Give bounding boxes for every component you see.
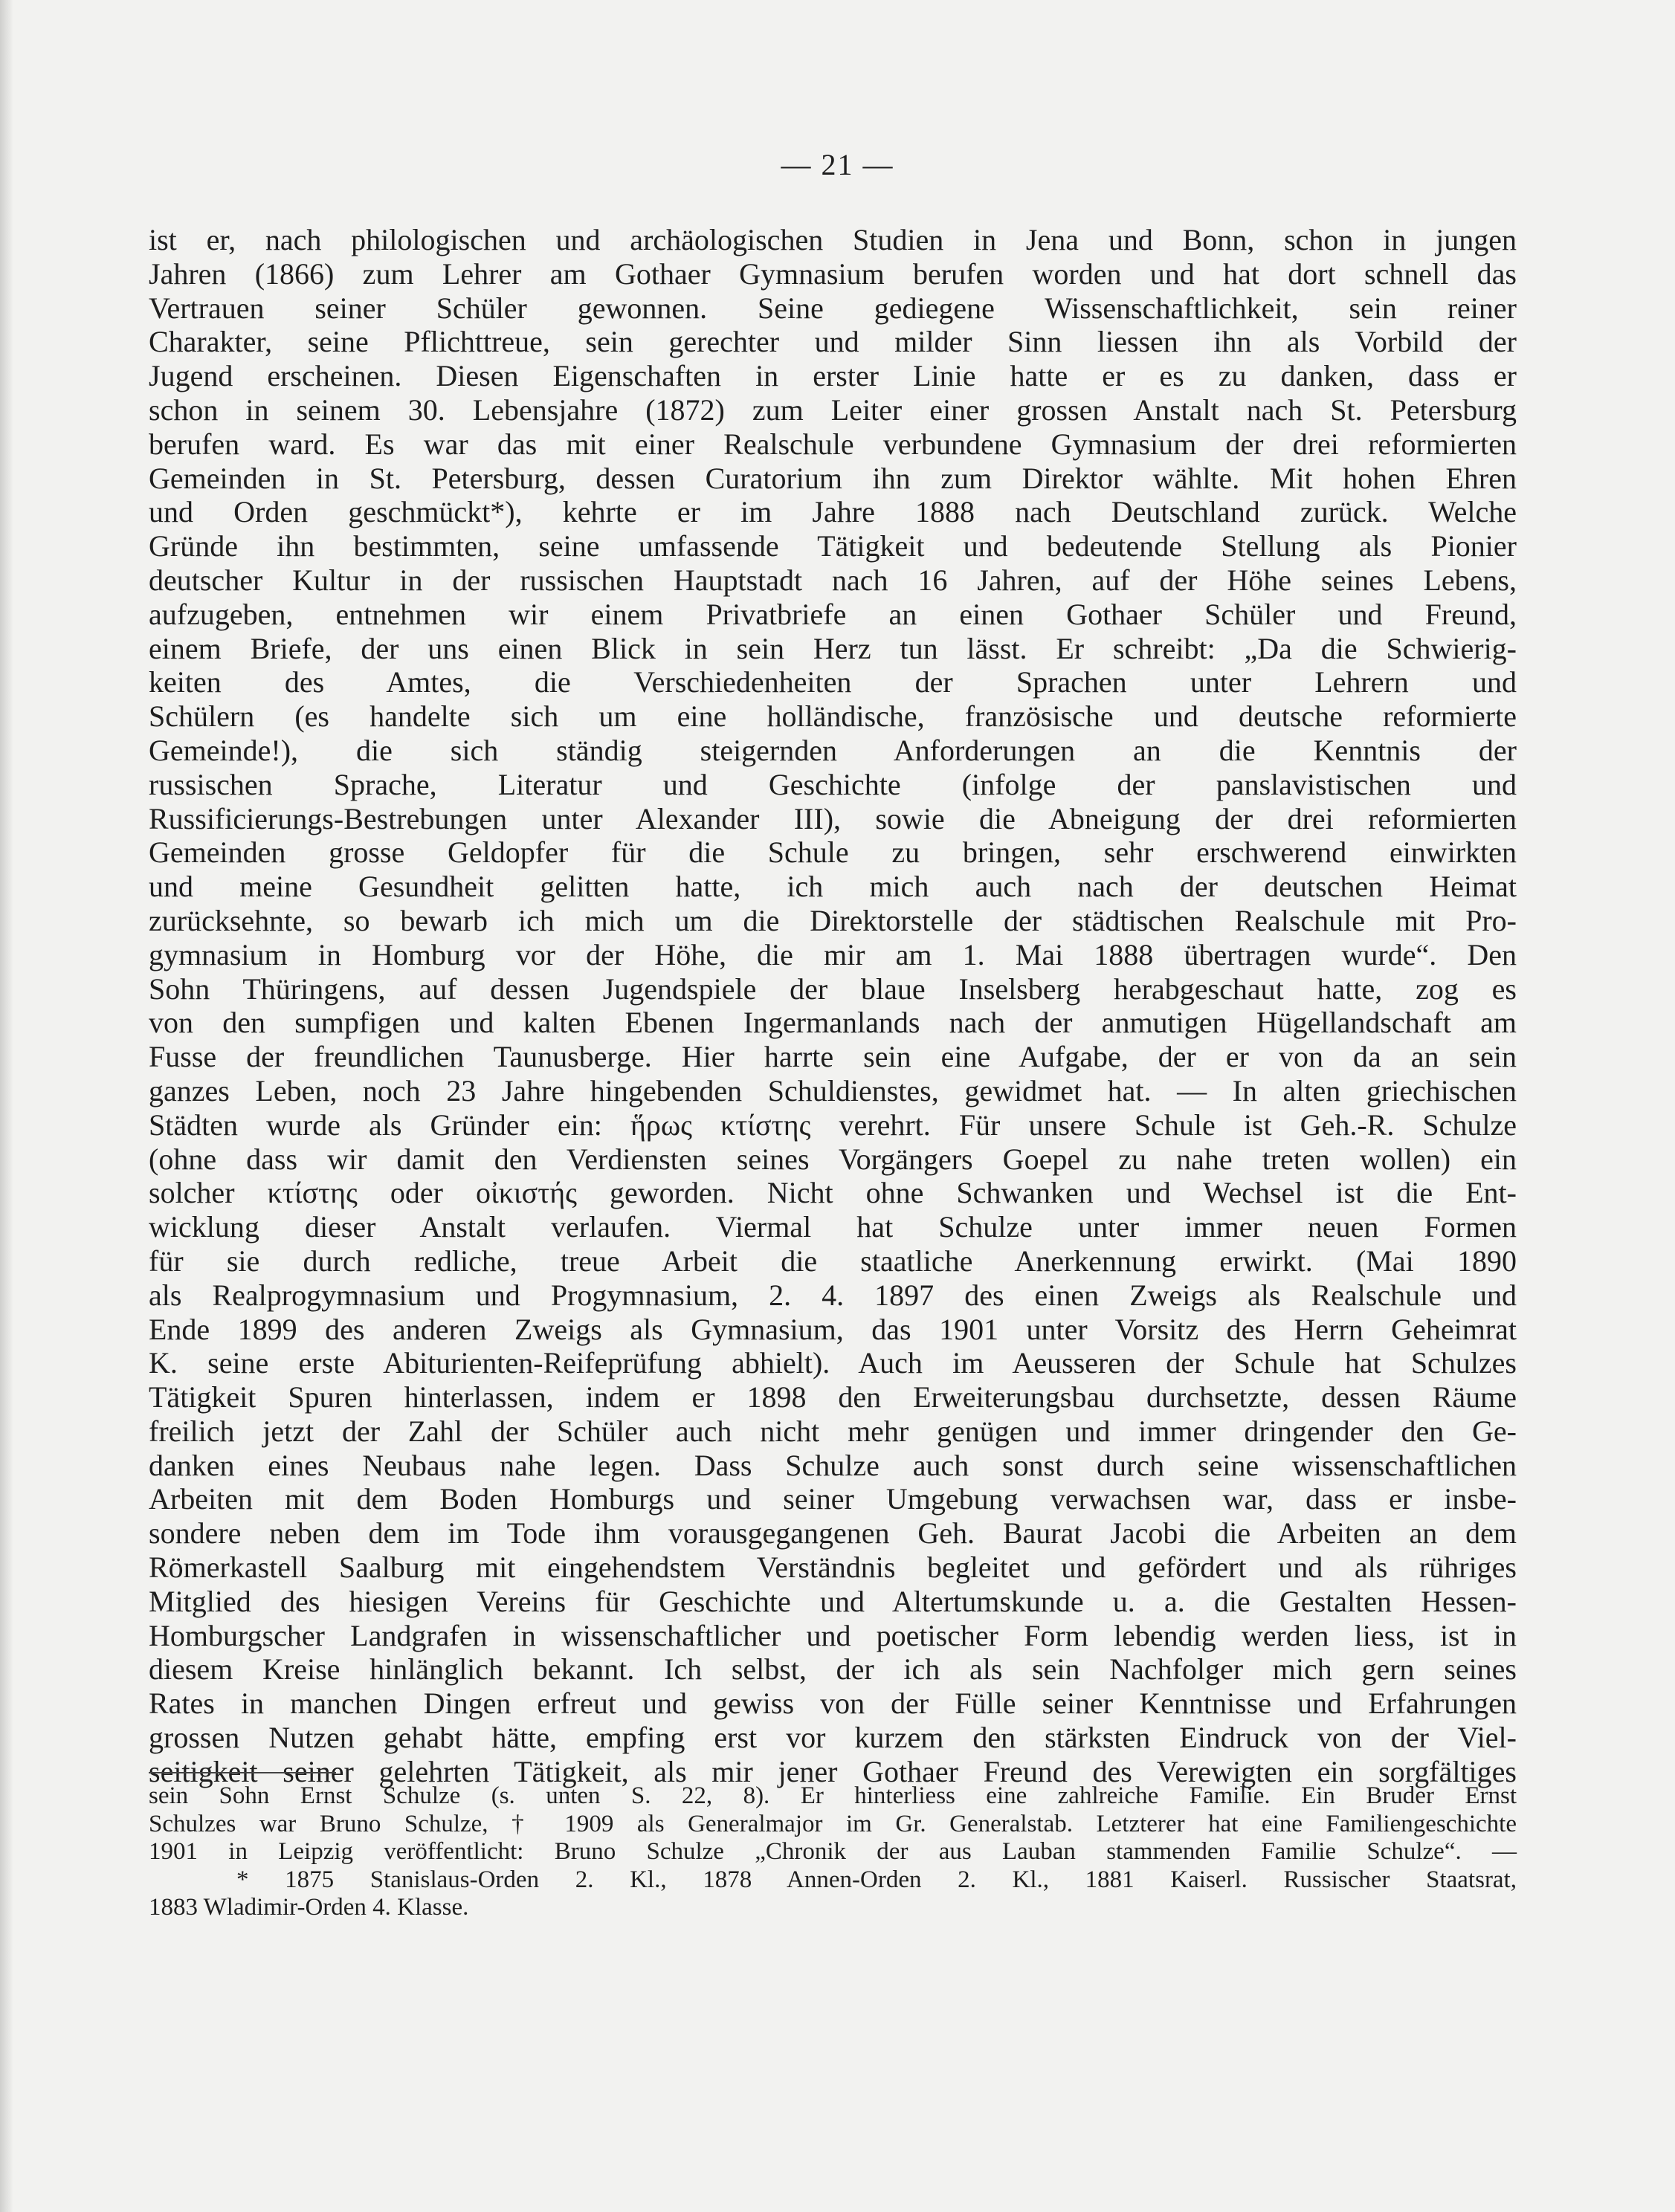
text-line: diesem Kreise hinlänglich bekannt. Ich selbst, der ich als sein Nachfolger mich gern seines [149,1652,1517,1687]
text-line: berufen ward. Es war das mit einer Realschule verbundene Gymnasium der drei reformierten [149,427,1517,461]
text-line: Russificierungs-Bestrebungen unter Alexander III), sowie die Abneigung der drei reformierten [149,801,1517,835]
text-line: deutscher Kultur in der russischen Hauptstadt nach 16 Jahren, auf der Höhe seines Lebens, [149,563,1517,597]
text-line: Gemeinde!), die sich ständig steigernden Anforderungen an die Kenntnis der [149,733,1517,767]
footnote-line: Schulzes war Bruno Schulze, † 1909 als Generalmajor im Gr. Generalstab. Letzterer hat eine Familiengeschichte [149,1810,1517,1837]
text-line: solcher κτίστης oder οἰκιστής geworden. Nicht ohne Schwanken und Wechsel ist die Ent- [149,1176,1517,1210]
text-line: Tätigkeit Spuren hinterlassen, indem er 1898 den Erweiterungsbau durchsetzte, dessen Räume [149,1380,1517,1414]
footnote-line: * 1875 Stanislaus-Orden 2. Kl., 1878 Annen-Orden 2. Kl., 1881 Kaiserl. Russischer Staatsrat, [236,1866,1517,1893]
footnote-line: 1901 in Leipzig veröffentlicht: Bruno Schulze „Chronik der aus Lauban stammenden Familie Schulze“. — [149,1838,1517,1865]
text-line: ist er, nach philologischen und archäologischen Studien in Jena und Bonn, schon in jungen [149,223,1517,256]
text-line: K. seine erste Abiturienten-Reifeprüfung abhielt). Auch im Aeusseren der Schule hat Schulzes [149,1346,1517,1380]
text-line: sondere neben dem im Tode ihm vorausgegangenen Geh. Baurat Jacobi die Arbeiten an dem [149,1516,1517,1550]
text-line: Fusse der freundlichen Taunusberge. Hier harrte sein eine Aufgabe, der er von da an sein [149,1040,1517,1074]
text-line: einem Briefe, der uns einen Blick in sein Herz tun lässt. Er schreibt: „Da die Schwierig- [149,631,1517,665]
text-line: Ende 1899 des anderen Zweigs als Gymnasium, das 1901 unter Vorsitz des Herrn Geheimrat [149,1312,1517,1346]
text-line: freilich jetzt der Zahl der Schüler auch nicht mehr genügen und immer dringender den Ge- [149,1414,1517,1448]
text-line: Charakter, seine Pflichttreue, sein gerechter und milder Sinn liessen ihn als Vorbild der [149,325,1517,359]
footnotes [149,1782,1517,1922]
footnote-line: 1883 Wladimir-Orden 4. Klasse. [149,1894,469,1921]
footnote-line: sein Sohn Ernst Schulze (s. unten S. 22, 8). Er hinterliess eine zahlreiche Familie. Ein Bruder Ernst [149,1782,1517,1809]
text-line: zurücksehnte, so bewarb ich mich um die Direktorstelle der städtischen Realschule mit Pro- [149,903,1517,937]
page-number: — 21 — [781,148,894,181]
text-line: aufzugeben, entnehmen wir einem Privatbriefe an einen Gothaer Schüler und Freund, [149,597,1517,631]
text-line: schon in seinem 30. Lebensjahre (1872) zum Leiter einer grossen Anstalt nach St. Petersburg [149,392,1517,427]
text-line: Homburgscher Landgrafen in wissenschaftlicher und poetischer Form lebendig werden liess, ist in [149,1618,1517,1652]
text-line: Jugend erscheinen. Diesen Eigenschaften in erster Linie hatte er es zu danken, dass er [149,359,1517,393]
text-line: Römerkastell Saalburg mit eingehendstem Verständnis begleitet und gefördert und als rühriges [149,1550,1517,1585]
text-line: und meine Gesundheit gelitten hatte, ich mich auch nach der deutschen Heimat [149,870,1517,904]
footnote-divider [149,1772,336,1773]
text-line: wicklung dieser Anstalt verlaufen. Viermal hat Schulze unter immer neuen Formen [149,1210,1517,1244]
text-line: keiten des Amtes, die Verschiedenheiten der Sprachen unter Lehrern und [149,665,1517,699]
text-line: gymnasium in Homburg vor der Höhe, die mir am 1. Mai 1888 übertragen wurde“. Den [149,937,1517,971]
text-line: als Realprogymnasium und Progymnasium, 2. 4. 1897 des einen Zweigs als Realschule und [149,1278,1517,1312]
text-line: danken eines Neubaus nahe legen. Dass Schulze auch sonst durch seine wissenschaftlichen [149,1448,1517,1482]
text-line: Jahren (1866) zum Lehrer am Gothaer Gymnasium berufen worden und hat dort schnell das [149,256,1517,291]
text-line: Gemeinden grosse Geldopfer für die Schule zu bringen, sehr erschwerend einwirkten [149,835,1517,870]
text-line: Sohn Thüringens, auf dessen Jugendspiele der blaue Inselsberg herabgeschaut hatte, zog es [149,971,1517,1006]
text-line: Gründe ihn bestimmten, seine umfassende Tätigkeit und bedeutende Stellung als Pionier [149,529,1517,563]
text-line: und Orden geschmückt*), kehrte er im Jahre 1888 nach Deutschland zurück. Welche [149,495,1517,529]
text-line: von den sumpfigen und kalten Ebenen Ingermanlands nach der anmutigen Hügellandschaft am [149,1006,1517,1040]
text-line: (ohne dass wir damit den Verdiensten seines Vorgängers Goepel zu nahe treten wollen) ein [149,1142,1517,1176]
text-line: Schülern (es handelte sich um eine holländische, französische und deutsche reformierte [149,699,1517,734]
text-line: für sie durch redliche, treue Arbeit die staatliche Anerkennung erwirkt. (Mai 1890 [149,1244,1517,1278]
text-line: seitigkeit seiner gelehrten Tätigkeit, als mir jener Gothaer Freund des Verewigten ein sorgfältiges [149,1754,1517,1788]
text-line: Städten wurde als Gründer ein: ἥρως κτίστης verehrt. Für unsere Schule ist Geh.-R. Schulze [149,1107,1517,1142]
text-line: ganzes Leben, noch 23 Jahre hingebenden Schuldienstes, gewidmet hat. — In alten griechischen [149,1073,1517,1107]
body-text [149,223,1517,1789]
text-line: Vertrauen seiner Schüler gewonnen. Seine gediegene Wissenschaftlichkeit, sein reiner [149,291,1517,325]
text-line: grossen Nutzen gehabt hätte, empfing erst vor kurzem den stärksten Eindruck von der Viel- [149,1721,1517,1755]
page-edge-shadow [0,0,13,2212]
text-line: Arbeiten mit dem Boden Homburgs und seiner Umgebung verwachsen war, dass er insbe- [149,1482,1517,1516]
text-line: Mitglied des hiesigen Vereins für Geschichte und Altertumskunde u. a. die Gestalten Hessen- [149,1584,1517,1618]
text-line: russischen Sprache, Literatur und Geschichte (infolge der panslavistischen und [149,767,1517,801]
text-line: Gemeinden in St. Petersburg, dessen Curatorium ihn zum Direktor wählte. Mit hohen Ehren [149,461,1517,495]
text-line: Rates in manchen Dingen erfreut und gewiss von der Fülle seiner Kenntnisse und Erfahrungen [149,1687,1517,1721]
